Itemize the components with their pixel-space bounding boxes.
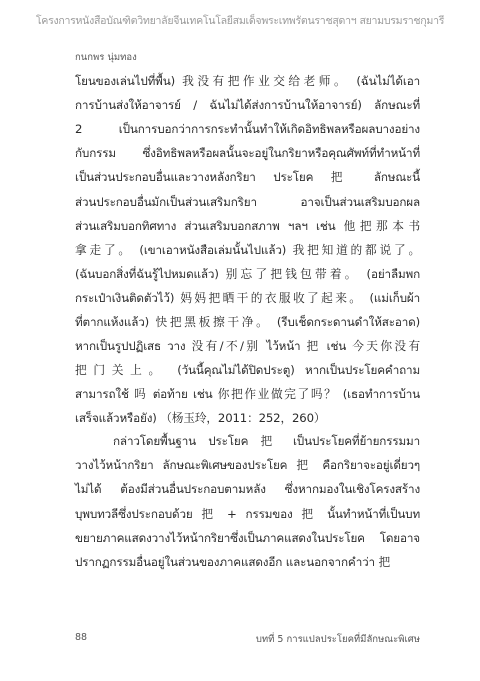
text-line: ปรากฏกรรมอื่นอยู่ในส่วนของภาคแสดงอีก และนอกจากคำว่า 把 (75, 555, 391, 569)
text-line: กับกรรม ซึ่งอิทธิพลหรือผลนั้นจะอยู่ในกริยาหรือคุณศัพท์ที่ทำหน้าที่ (75, 146, 420, 161)
text-line: 2 เป็นการบอกว่าการกระทำนั้นทำให้เกิดอิทธิพลหรือผลบางอย่าง (75, 122, 420, 137)
text-line: หากเป็นรูปปฏิเสธ วาง 没有/不/别 ไว้หน้า 把 เช่น 今天你没有 (75, 339, 420, 354)
text-line: ที่ตากแห้งแล้ว) 快把黑板擦干净。 (รีบเช็ดกระดานดำให้สะอาด) (75, 315, 420, 329)
author-name: กนกพร นุ่มทอง (75, 52, 137, 63)
text-line: บุพบทวลีซึ่งประกอบด้วย 把 + กรรมของ 把 นั้นทำหน้าที่เป็นบท (75, 506, 420, 521)
text-line: 把门关上。 (วันนี้คุณไม่ได้ปิดประตู) หากเป็นประโยคคำถาม (75, 363, 420, 378)
page-number: 88 (75, 632, 88, 643)
text-line: (ฉันบอกสิ่งที่ฉันรู้ไปหมดแล้ว) 别忘了把钱包带着。 (อย่าลืมพก (75, 266, 420, 281)
text-line: ส่วนประกอบอื่นมักเป็นส่วนเสริมกริยา อาจเป็นส่วนเสริมบอกผล (75, 194, 420, 209)
chapter-title: บทที่ 5 การแปลประโยคที่มีลักษณะพิเศษ (255, 634, 420, 645)
running-header: โครงการหนังสือบัณฑิตวิทยาลัยจีนเทคโนโลยีสมเด็จพระเทพรัตนราชสุดาฯ สยามบรมราชกุมารี (35, 15, 445, 27)
text-line: กล่าวโดยพื้นฐาน ประโยค 把 เป็นประโยคที่ย้ายกรรมมา (113, 434, 420, 448)
text-line: 拿走了。 (เขาเอาหนังสือเล่มนั้นไปแล้ว) 我把知道的都说了。 (75, 242, 420, 257)
text-line: เสร็จแล้วหรือยัง) （杨玉玲，2011：252，260） (75, 411, 326, 426)
text-line: ไม่ได้ ต้องมีส่วนอื่นประกอบตามหลัง ซึ่งหากมองในเชิงโครงสร้าง (75, 482, 420, 497)
text-line: ขยายภาคแสดงวางไว้หน้ากริยาซึ่งเป็นภาคแสดงในประโยค โดยอาจ (75, 530, 420, 545)
text-line: วางไว้หน้ากริยา ลักษณะพิเศษของประโยค 把 คือกริยาจะอยู่เดี่ยวๆ (75, 458, 420, 473)
text-line: โยนของเล่นไปที่พื้น) 我没有把作业交给老师。 (ฉันไม่ได้เอา (75, 74, 420, 88)
text-line: กระเป๋าเงินติดตัวไว้) 妈妈把晒干的衣服收了起来。 (แม่เก็บผ้า (75, 290, 420, 305)
text-line: ส่วนเสริมบอกทิศทาง ส่วนเสริมบอกสภาพ ฯลฯ เช่น 他把那本书 (75, 218, 420, 233)
text-line: เป็นส่วนประกอบอื่นและวางหลังกริยา ประโยค 把 ลักษณะนี้ (75, 170, 420, 185)
text-line: การบ้านส่งให้อาจารย์ / ฉันไม่ได้ส่งการบ้านให้อาจารย์) ลักษณะที่ (75, 98, 420, 113)
text-line: สามารถใช้ 吗 ต่อท้าย เช่น 你把作业做完了吗？ (เธอทำการบ้าน (75, 387, 420, 402)
